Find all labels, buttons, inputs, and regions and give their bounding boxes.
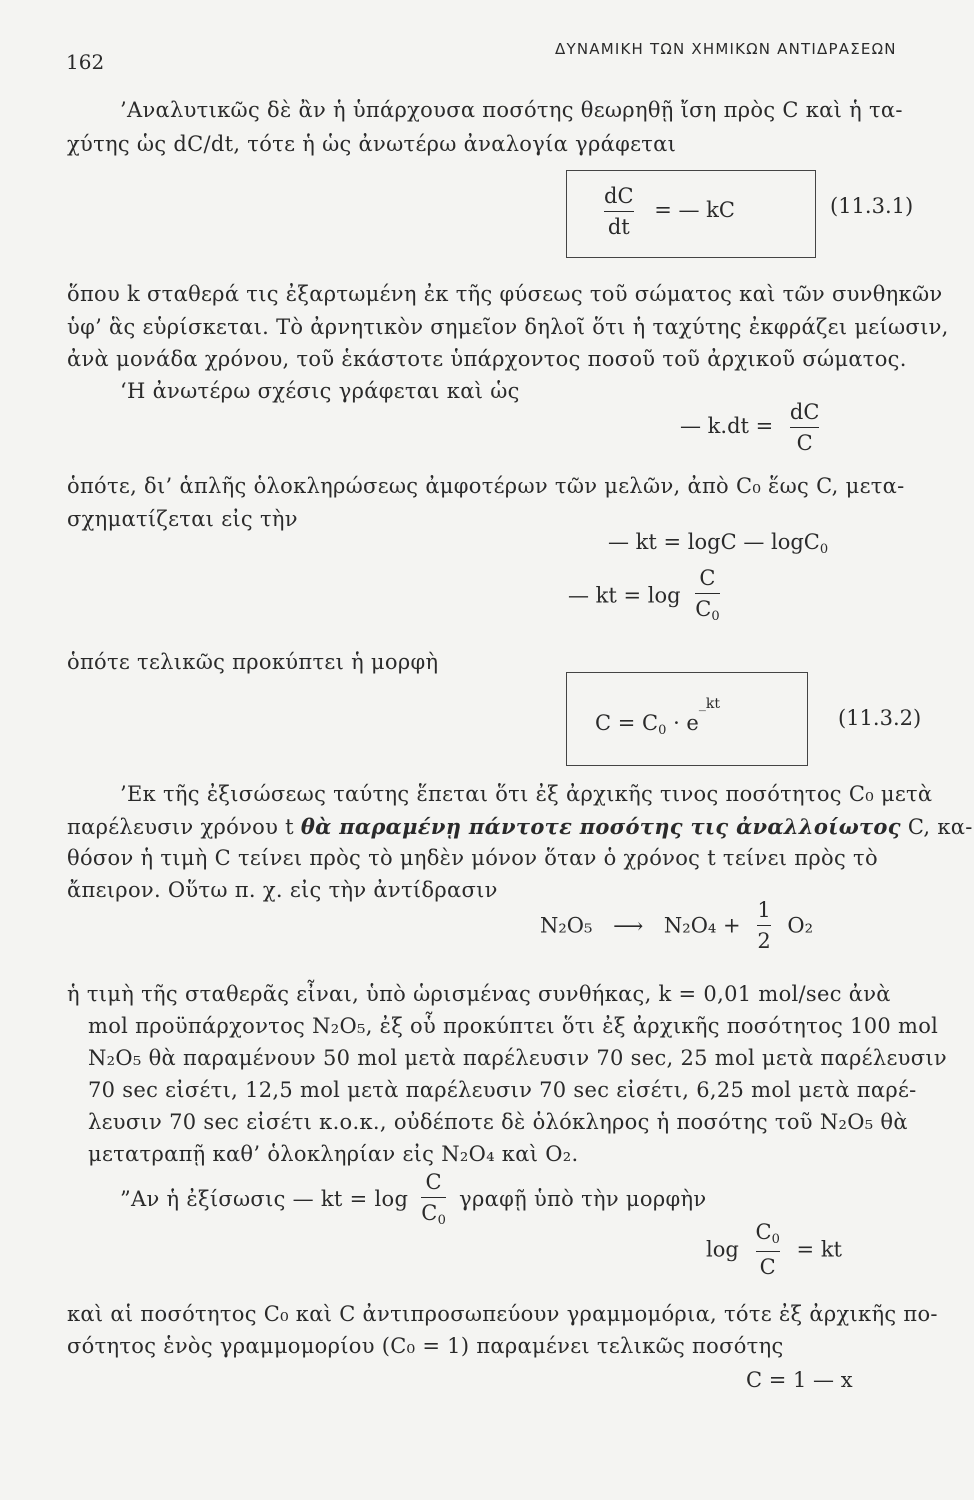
intro-line-2: χύτης ὡς dC/dt, τότε ἡ ὡς ἀνωτέρω ἀναλογία γράφεται: [67, 132, 677, 156]
fraction-c-c0: [695, 566, 719, 625]
fraction-c0-c: [756, 1220, 780, 1279]
p5-line-6: μετατραπῇ καθ’ ὁλοκληρίαν εἰς N₂O₄ καὶ O₂.: [88, 1142, 579, 1166]
fraction-numerator: 1: [757, 898, 771, 922]
fraction-dc-dt: [604, 184, 634, 239]
p6-text-before: ”Αν ἡ ἐξίσωσις — kt = log: [120, 1187, 409, 1212]
subscript: 0: [658, 723, 667, 738]
p4-line-1: ’Εκ τῆς ἐξισώσεως ταύτης ἕπεται ὅτι ἐξ ἀρχικῆς τινος ποσότητος C₀ μετὰ: [120, 782, 933, 806]
equation-11-3-1: [604, 184, 735, 239]
subscript: 0: [771, 1232, 780, 1247]
numerator-letter: C: [755, 1220, 772, 1244]
equation-lhs: — kt = log: [568, 583, 681, 608]
fraction-denominator: [421, 1201, 446, 1229]
p1-line-4: ‘Η ἀνωτέρω σχέσις γράφεται καὶ ὡς: [120, 379, 520, 403]
equation-text: — kt = logC — logC: [608, 530, 820, 554]
equation-11-3-2: [595, 696, 720, 738]
p4-line-3: θόσον ἡ τιμὴ C τείνει πρὸς τὸ μηδὲν μόνον ὅταν ὁ χρόνος t τείνει πρὸς τὸ: [67, 846, 878, 870]
subscript: 0: [819, 542, 829, 557]
p7-line-1: καὶ αἱ ποσότητος C₀ καὶ C ἀντιπροσωπεύουν γραμμομόρια, τότε ἐξ ἀρχικῆς πο-: [67, 1302, 938, 1326]
p6-text-after: γραφῇ ὑπὸ τὴν μορφὴν: [459, 1187, 707, 1212]
fraction-denominator: dt: [607, 215, 630, 240]
reaction-arrow: ⟶: [613, 913, 644, 938]
p2-line-2: σχηματίζεται εἰς τὴν: [67, 507, 298, 531]
equation-lhs: — k.dt =: [680, 414, 774, 439]
intro-line-1: ’Αναλυτικῶς δὲ ἂν ἡ ὑπάρχουσα ποσότης θεωρηθῇ ἴση πρὸς C καὶ ἡ τα-: [120, 98, 903, 122]
fraction-denominator: C: [796, 431, 813, 456]
reactant: N₂O₅: [540, 913, 593, 938]
equation-label-11-3-1: (11.3.1): [830, 194, 914, 218]
equation-rhs: = kt: [796, 1237, 842, 1262]
equation-log-difference: [608, 530, 828, 557]
emphasized-phrase: θὰ παραμένῃ πάντοτε ποσότης τις ἀναλλοίωτος: [300, 814, 901, 839]
p5-line-3: N₂O₅ θὰ παραμένουν 50 mol μετὰ παρέλευσιν 70 sec, 25 mol μετὰ παρέλευσιν: [88, 1046, 947, 1070]
equation-lhs: C = C: [595, 711, 659, 735]
p5-line-1: ἡ τιμὴ τῆς σταθερᾶς εἶναι, ὑπὸ ὡρισμένας συνθήκας, k = 0,01 mol/sec ἀνὰ: [67, 982, 891, 1006]
equation-log-inverse: [706, 1220, 842, 1279]
fraction-dc-c: [790, 400, 820, 455]
equation-label-11-3-2: (11.3.2): [838, 706, 922, 730]
p4-line-2-end: C, κα-: [907, 815, 973, 839]
p5-line-5: λευσιν 70 sec εἰσέτι κ.ο.κ., οὐδέποτε δὲ ὁλόκληρος ἡ ποσότης τοῦ N₂O₅ θὰ: [88, 1110, 908, 1134]
page-number: 162: [66, 50, 105, 74]
p5-line-2: mol προϋπάρχοντος N₂O₅, ἐξ οὗ προκύπτει ὅτι ἐξ ἀρχικῆς ποσότητος 100 mol: [88, 1014, 939, 1038]
equation-log-ratio: [568, 566, 720, 625]
fraction-numerator: dC: [789, 400, 820, 424]
equation-kdt: [680, 400, 819, 455]
p4-line-4: ἄπειρον. Οὕτω π. χ. εἰς τὴν ἀντίδρασιν: [67, 878, 498, 902]
fraction-c-c0-inline: [421, 1170, 446, 1229]
fraction-numerator: [756, 1220, 780, 1248]
exponent: _kt: [698, 696, 720, 712]
fraction-numerator: C: [699, 566, 716, 590]
reaction-equation: [540, 898, 813, 953]
p4-line-2-start: παρέλευσιν χρόνου t: [67, 815, 294, 839]
p6-line-1: [120, 1170, 706, 1229]
p7-line-2: σότητος ἑνὸς γραμμομορίου (C₀ = 1) παραμένει τελικῶς ποσότης: [67, 1334, 784, 1358]
p4-line-2: [67, 812, 973, 842]
fraction-denominator: C: [759, 1254, 776, 1279]
running-title: ΔΥΝΑΜΙΚΗ ΤΩΝ ΧΗΜΙΚΩΝ ΑΝΤΙΔΡΑΣΕΩΝ: [555, 40, 897, 58]
fraction-denominator: 2: [757, 929, 771, 954]
p1-line-3: ἀνὰ μονάδα χρόνου, τοῦ ἑκάστοτε ὑπάρχοντος ποσοῦ τοῦ ἀρχικοῦ σώματος.: [67, 347, 907, 371]
p2-line-1: ὁπότε, δι’ ἁπλῆς ὁλοκληρώσεως ἀμφοτέρων τῶν μελῶν, ἀπὸ C₀ ἕως C, μετα-: [67, 474, 905, 498]
equation-rhs: = — kC: [654, 198, 735, 223]
fraction-numerator: C: [425, 1170, 442, 1194]
p3-line-1: ὁπότε τελικῶς προκύπτει ἡ μορφὴ: [67, 650, 439, 674]
fraction-denominator: [695, 597, 719, 625]
denominator-letter: C: [695, 597, 712, 622]
coefficient-fraction: [757, 898, 770, 953]
equation-lhs: log: [706, 1237, 739, 1262]
fraction-numerator: dC: [604, 184, 634, 208]
p1-line-2: ὑφ’ ἃς εὑρίσκεται. Τὸ ἀρνητικὸν σημεῖον δηλοῖ ὅτι ἡ ταχύτης ἐκφράζει μείωσιν,: [67, 315, 949, 339]
p5-line-4: 70 sec εἰσέτι, 12,5 mol μετὰ παρέλευσιν 70 sec εἰσέτι, 6,25 mol μετὰ παρέ-: [88, 1078, 917, 1102]
exponential-base: · e: [673, 711, 699, 735]
product-1: N₂O₄ +: [663, 913, 741, 938]
subscript: 0: [437, 1213, 447, 1229]
product-2: O₂: [787, 913, 814, 938]
subscript: 0: [711, 609, 720, 625]
equation-final: C = 1 — x: [746, 1368, 853, 1392]
denominator-letter: C: [421, 1201, 438, 1226]
p1-line-1: ὅπου k σταθερά τις ἐξαρτωμένη ἐκ τῆς φύσεως τοῦ σώματος καὶ τῶν συνθηκῶν: [67, 282, 943, 306]
